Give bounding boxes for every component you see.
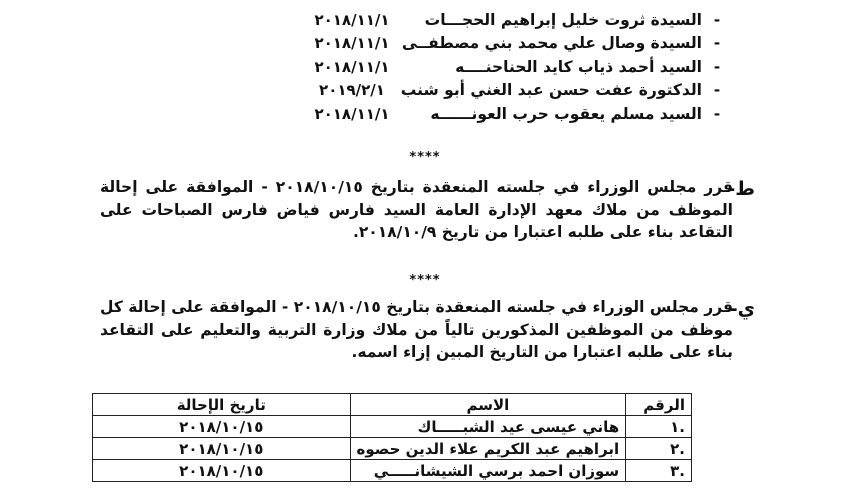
table-row [93, 460, 692, 482]
row-name: ابراهيم عبد الكريم علاء الدين حصوه [350, 438, 626, 460]
separator-stars: **** [409, 150, 441, 165]
row-num: .٣ [626, 460, 692, 482]
list-item [132, 102, 732, 126]
list-dash: - [713, 104, 721, 123]
retirees-table [92, 393, 692, 482]
section-marker: ي- [729, 298, 755, 320]
list-item [132, 55, 732, 79]
retirement-date: ٢٠١٩/٢/١ [319, 81, 385, 100]
retirement-date: ٢٠١٨/١١/١ [314, 104, 390, 123]
row-date: ٢٠١٨/١٠/١٥ [93, 416, 351, 438]
decision-text: قرر مجلس الوزراء في جلسته المنعقدة بتاريخ ٢٠١٨/١٠/١٥ - الموافقة على إحالة كل موظف من الموظفين المذكورين تالياً من ملاك وزارة التربية والتعليم على التقاعد بناء على طلبه اعتبارا من التاريخ المبين إزاء اسمه. [100, 298, 733, 361]
list-dash: - [713, 81, 721, 100]
person-name: السيد مسلم يعقوب حرب العونــــــه [430, 104, 702, 123]
header-num: الرقم [626, 394, 692, 416]
list-item [132, 32, 732, 56]
retirement-date: ٢٠١٨/١١/١ [314, 34, 390, 53]
list-dash: - [713, 57, 721, 76]
list-item [132, 8, 732, 32]
list-dash: - [713, 34, 721, 53]
retirees-list [132, 8, 732, 126]
row-name: سوزان احمد برسي الشيشانـــــي [350, 460, 626, 482]
row-name: هاني عيسى عيد الشبـــــاك [350, 416, 626, 438]
decision-text: قرر مجلس الوزراء في جلسته المنعقدة بتاريخ ٢٠١٨/١٠/١٥ - الموافقة على إحالة الموظف من ملاك معهد الإدارة العامة السيد فارس فياض فارس الصباحات على التقاعد بناء على طلبه اعتبارا من تاريخ ٢٠١٨/١٠/٩. [100, 178, 733, 241]
header-date: تاريخ الإحالة [93, 394, 351, 416]
retirement-date: ٢٠١٨/١١/١ [314, 57, 390, 76]
decision-section-y [100, 296, 755, 364]
retirement-date: ٢٠١٨/١١/١ [314, 10, 390, 29]
header-name: الاسم [350, 394, 626, 416]
table-header-row [93, 394, 692, 416]
row-num: .١ [626, 416, 692, 438]
list-item [132, 79, 732, 103]
row-date: ٢٠١٨/١٠/١٥ [93, 438, 351, 460]
row-date: ٢٠١٨/١٠/١٥ [93, 460, 351, 482]
row-num: .٢ [626, 438, 692, 460]
person-name: الدكتورة عفت حسن عبد الغني أبو شنب [400, 81, 702, 100]
person-name: السيد أحمد ذياب كايد الحناحنــــه [455, 57, 702, 76]
section-marker: ط- [727, 178, 755, 200]
person-name: السيدة وصال علي محمد بني مصطفــى [401, 34, 702, 53]
person-name: السيدة ثروت خليل إبراهيم الحجـــات [424, 10, 702, 29]
list-dash: - [713, 10, 721, 29]
table-row [93, 438, 692, 460]
separator-stars: **** [409, 273, 441, 288]
table-row [93, 416, 692, 438]
decision-section-t [100, 176, 755, 244]
